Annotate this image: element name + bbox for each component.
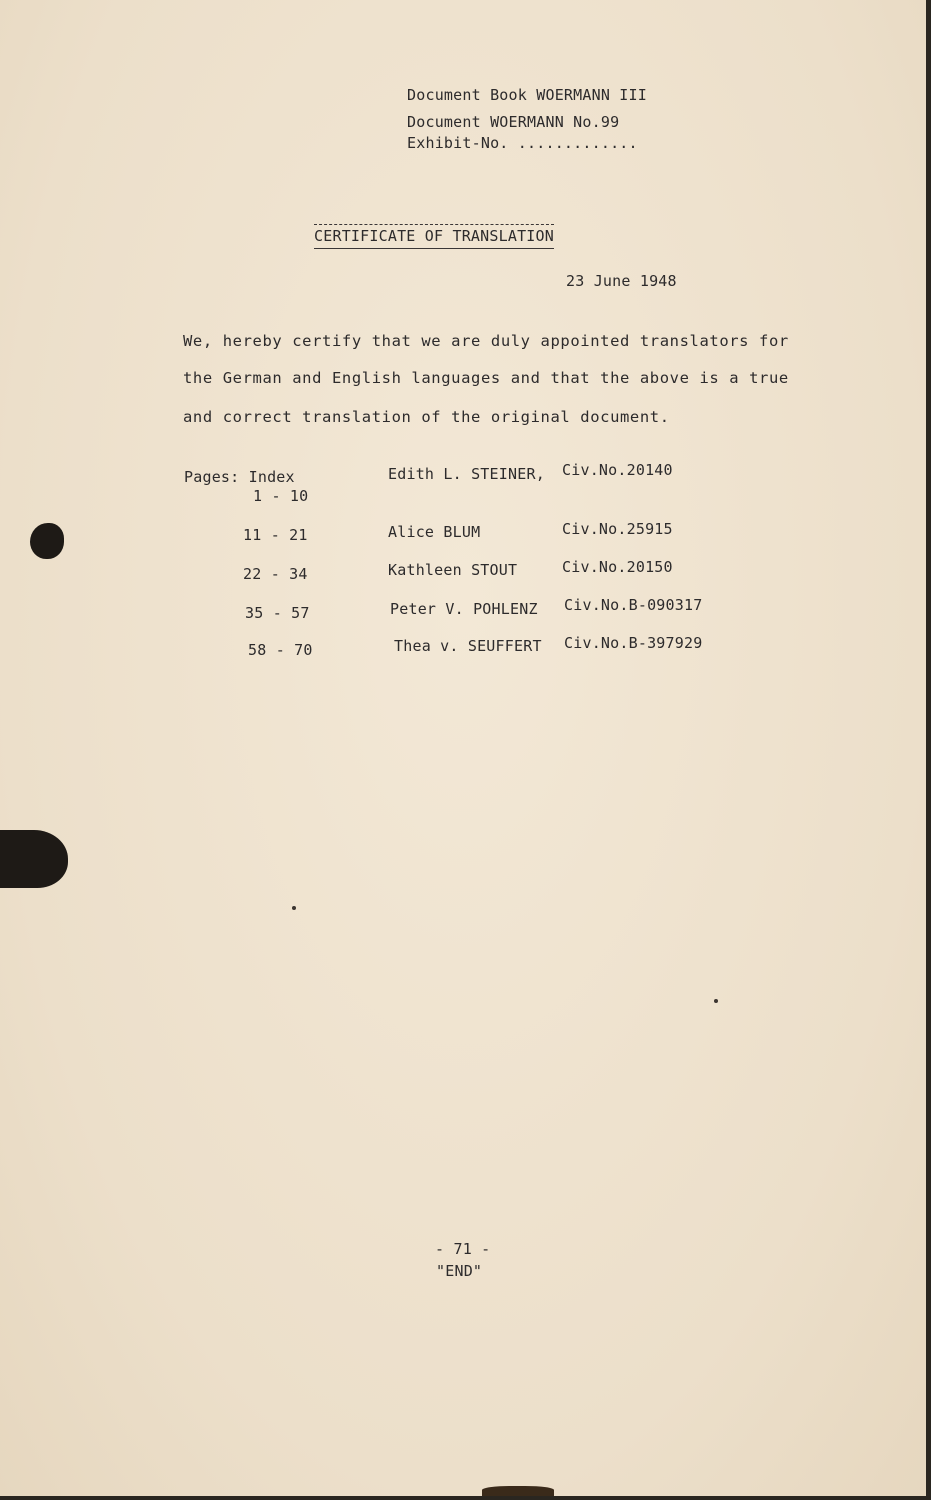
- certification-text-line: the German and English languages and that the above is a true: [183, 369, 789, 387]
- exhibit-number-label: Exhibit-No. .............: [407, 134, 638, 152]
- document-book-label: Document Book WOERMANN III: [407, 86, 647, 104]
- page-range: 1 - 10: [253, 487, 309, 505]
- page-range: 35 - 57: [245, 604, 310, 622]
- document-number-label: Document WOERMANN No.99: [407, 113, 620, 131]
- ink-speck: [292, 906, 296, 910]
- paper-tear: [482, 1486, 554, 1496]
- translator-name: Kathleen STOUT: [388, 561, 518, 579]
- civ-number: Civ.No.B-397929: [564, 634, 703, 652]
- certification-text-line: and correct translation of the original document.: [183, 408, 670, 426]
- punch-hole: [30, 523, 64, 559]
- certificate-title: CERTIFICATE OF TRANSLATION: [314, 224, 554, 249]
- end-mark: "END": [436, 1262, 483, 1280]
- certification-text-line: We, hereby certify that we are duly appointed translators for: [183, 332, 789, 350]
- page-range: 11 - 21: [243, 526, 308, 544]
- civ-number: Civ.No.25915: [562, 520, 673, 538]
- civ-number: Civ.No.20140: [562, 461, 673, 479]
- page-range: 22 - 34: [243, 565, 308, 583]
- civ-number: Civ.No.B-090317: [564, 596, 703, 614]
- page-range: 58 - 70: [248, 641, 313, 659]
- ink-speck: [714, 999, 718, 1003]
- translator-name: Edith L. STEINER,: [388, 465, 545, 483]
- translator-name: Alice BLUM: [388, 523, 481, 541]
- translator-name: Peter V. POHLENZ: [390, 600, 538, 618]
- translator-name: Thea v. SEUFFERT: [394, 637, 542, 655]
- civ-number: Civ.No.20150: [562, 558, 673, 576]
- certificate-date: 23 June 1948: [566, 272, 677, 290]
- page-number: - 71 -: [435, 1240, 491, 1258]
- punch-hole: [0, 830, 68, 888]
- pages-label: Pages: Index: [184, 468, 295, 486]
